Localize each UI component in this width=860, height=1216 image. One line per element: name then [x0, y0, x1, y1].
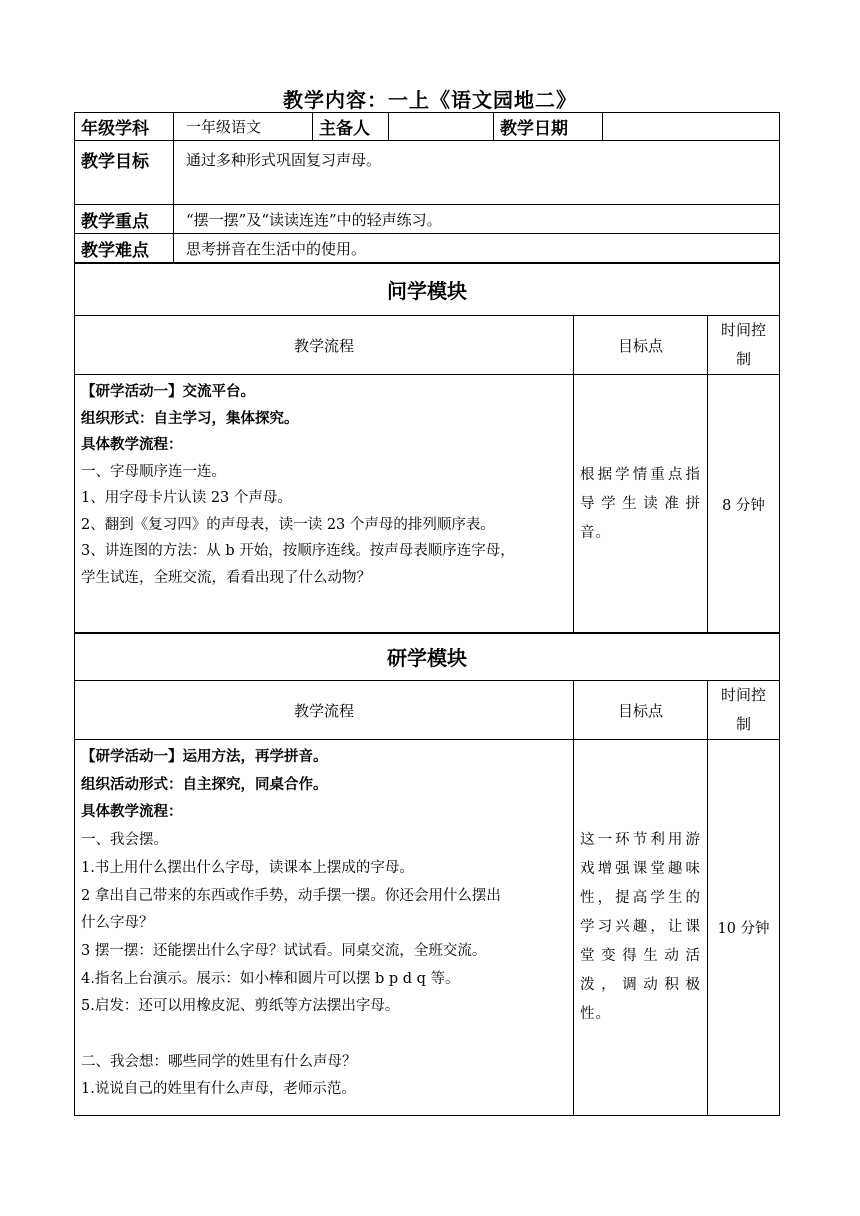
flow-line: [81, 1021, 567, 1049]
flow-line: 【研学活动一】交流平台。: [81, 384, 255, 400]
module2-time: 10 分钟: [708, 740, 780, 1116]
flow-line: 组织活动形式：自主探究，同桌合作。: [81, 776, 328, 793]
flow-line: 1.书上用什么摆出什么字母，读课本上摆成的字母。: [81, 859, 414, 876]
info-table: [74, 112, 780, 263]
page-title: 教学内容：一上《语文园地二》: [283, 88, 577, 112]
module2-flow-cell: [75, 740, 574, 1116]
module2-goal: 这一环节利用游戏增强课堂趣味性，提高学生的学习兴趣，让课堂变得生动活泼，调动积极性。: [574, 740, 708, 1116]
module2-col-goal: 目标点: [574, 681, 708, 740]
module2-title: 研学模块: [75, 633, 780, 681]
module1-table: [74, 263, 780, 634]
preparer-label: 主备人: [313, 113, 389, 141]
module1-col-goal: 目标点: [574, 316, 708, 375]
module1-goal: 根据学情重点指导学生读准拼音。: [574, 375, 708, 634]
date-label: 教学日期: [494, 113, 603, 141]
flow-line: 5.启发：还可以用橡皮泥、剪纸等方法摆出字母。: [81, 998, 400, 1015]
module1-col-flow: 教学流程: [75, 316, 574, 375]
difficulty-label: 教学难点: [75, 234, 174, 263]
goal-value: 通过多种形式巩固复习声母。: [174, 141, 780, 205]
module1-col-time: 时间控 制: [708, 316, 780, 375]
grade-label: 年级学科: [75, 113, 174, 141]
flow-line: 3、讲连图的方法：从 b 开始，按顺序连线。按声母表顺序连字母，: [81, 543, 515, 559]
date-value: [603, 113, 780, 141]
module2-col-flow: 教学流程: [75, 681, 574, 740]
difficulty-value: 思考拼音在生活中的使用。: [174, 234, 780, 263]
flow-line: 组织形式：自主学习，集体探究。: [81, 410, 299, 427]
flow-line: 2、翻到《复习四》的声母表，读一读 23 个声母的排列顺序表。: [81, 516, 495, 533]
flow-line: 学生试连，全班交流，看看出现了什么动物？: [81, 569, 371, 586]
grade-value: 一年级语文: [174, 113, 313, 141]
module1-flow-cell: [75, 375, 574, 634]
module2-col-time: 时间控 制: [708, 681, 780, 740]
key-point-label: 教学重点: [75, 205, 174, 234]
flow-line: 什么字母？: [81, 915, 154, 932]
preparer-value: [389, 113, 494, 141]
flow-line: 1.说说自己的姓里有什么声母，老师示范。: [81, 1081, 356, 1098]
goal-label: 教学目标: [75, 141, 174, 205]
flow-line: 具体教学流程：: [81, 437, 183, 453]
flow-line: 1、用字母卡片认读 23 个声母。: [81, 490, 292, 506]
flow-line: 3 摆一摆：还能摆出什么字母？试试看。同桌交流，全班交流。: [81, 942, 487, 959]
flow-line: 【研学活动一】运用方法，再学拼音。: [81, 749, 328, 765]
module1-time: 8 分钟: [708, 375, 780, 634]
key-point-value: “摆一摆”及“读读连连”中的轻声练习。: [174, 205, 780, 234]
module2-table: [74, 632, 780, 1116]
flow-line: 一、字母顺序连一连。: [81, 463, 226, 480]
flow-line: 4.指名上台演示。展示：如小棒和圆片可以摆 b p d q 等。: [81, 970, 460, 987]
flow-line: 具体教学流程：: [81, 804, 183, 821]
flow-line: 2 拿出自己带来的东西或作手势，动手摆一摆。你还会用什么摆出: [81, 887, 501, 904]
flow-line: 一、我会摆。: [81, 832, 168, 849]
module1-title: 问学模块: [75, 264, 780, 316]
flow-line: 二、我会想：哪些同学的姓里有什么声母？: [81, 1053, 357, 1070]
